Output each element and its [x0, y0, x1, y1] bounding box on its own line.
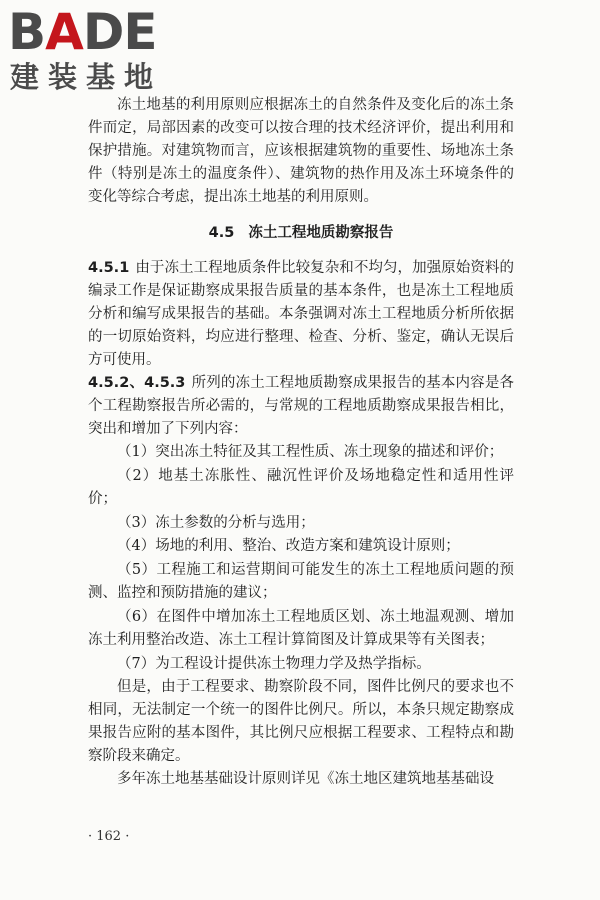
intro-paragraph: 冻土地基的利用原则应根据冻土的自然条件及变化后的冻土条件而定，局部因素的改变可以按合理的技术经济评价，提出利用和保护措施。对建筑物而言，应该根据建筑物的重要性、场地冻土条件（特别是冻土的温度条件）、建筑物的热作用及冻土环境条件的变化等综合考虑，提出冻土地基的利用原则。 [88, 97, 514, 205]
section-number: 4.5 [208, 225, 235, 241]
list-item: （2）地基土冻胀性、融沉性评价及场地稳定性和适用性评价； [88, 467, 514, 507]
section-heading [88, 222, 514, 244]
closing-paragraph: 但是，由于工程要求、勘察阶段不同，图件比例尺的要求也不相同，无法制定一个统一的图件比例尺。所以，本条只规定勘察成果报告应附的基本图件，其比例尺应根据工程要求、工程特点和勘察阶段来确定。 [88, 679, 514, 764]
clause-4-5-2 [88, 372, 514, 441]
clause-4-5-1 [88, 257, 514, 372]
logo-wordmark: BADE [8, 3, 157, 61]
bade-logo [6, 4, 206, 96]
list-item: （3）冻土参数的分析与选用； [117, 514, 315, 531]
clause-text: 由于冻土工程地质条件比较复杂和不均匀，加强原始资料的编录工作是保证勘察成果报告质量的基本条件，也是冻土工程地质分析和编写成果报告的基础。本条强调对冻土工程地质分析所依据的一切原始资料，均应进行整理、检查、分析、鉴定，确认无误后方可使用。 [88, 260, 514, 368]
section-title: 冻土工程地质勘察报告 [248, 225, 394, 241]
clause-number: 4.5.2、4.5.3 [88, 375, 186, 391]
list-item: （7）为工程设计提供冻土物理力学及热学指标。 [117, 655, 431, 672]
page-content [88, 94, 514, 791]
list-item: （6）在图件中增加冻土工程地质区划、冻土地温观测、增加冻土利用整治改造、冻土工程计算简图及计算成果等有关图表； [88, 608, 514, 648]
logo-subtitle: 建装基地 [10, 60, 163, 94]
clause-number: 4.5.1 [88, 260, 130, 276]
clause-text: 所列的冻土工程地质勘察成果报告的基本内容是各个工程勘察报告所必需的，与常规的工程地质勘察成果报告相比，突出和增加了下列内容： [88, 375, 514, 437]
list-item: （4）场地的利用、整治、改造方案和建筑设计原则； [117, 538, 460, 554]
list-item: （5）工程施工和运营期间可能发生的冻土工程地质问题的预测、监控和预防措施的建议； [88, 561, 514, 601]
page-number: · 162 · [88, 829, 130, 844]
last-line: 多年冻土地基基础设计原则详见《冻土地区建筑地基基础设 [117, 771, 494, 787]
list-item: （1）突出冻土特征及其工程性质、冻土现象的描述和评价； [117, 444, 504, 460]
